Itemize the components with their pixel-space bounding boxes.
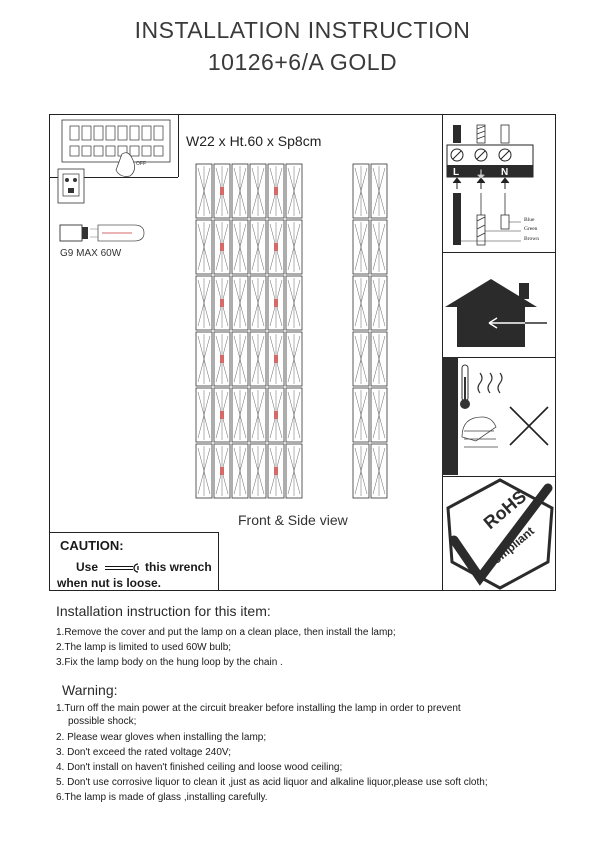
crystal-block: [371, 220, 387, 274]
bulb-marker: [274, 299, 278, 307]
warning-item: 5. Don't use corrosive liquor to clean it ,just as acid liquor and alkaline liquor,please use soft cloth;: [56, 777, 488, 788]
g9-bulb-icon: [58, 221, 148, 245]
bulb-marker: [220, 355, 224, 363]
instruction-item: 2.The lamp is limited to used 60W bulb;: [56, 642, 232, 653]
crystal-block: [250, 332, 266, 386]
bulb-marker: [220, 467, 224, 475]
off-label: OFF: [136, 161, 146, 167]
crystal-block: [371, 164, 387, 218]
crystal-block: [196, 388, 212, 442]
crystal-block: [286, 388, 302, 442]
bulb-marker: [274, 187, 278, 195]
compliant-text: Compliant: [482, 523, 537, 573]
warning-item: 4. Don't install on haven't finished ceiling and loose wood ceiling;: [56, 762, 343, 773]
crystal-block: [250, 388, 266, 442]
warning-item: 1.Turn off the main power at the circuit breaker before installing the lamp in order to prevent: [56, 703, 461, 714]
crystal-block: [250, 220, 266, 274]
crystal-block: [196, 332, 212, 386]
heat-warning-icon: [442, 357, 556, 475]
document-title: INSTALLATION INSTRUCTION: [134, 17, 471, 43]
crystal-block: [353, 388, 369, 442]
warning-heading: Warning:: [62, 682, 118, 698]
view-caption: Front & Side view: [238, 512, 348, 528]
crystal-block: [232, 388, 248, 442]
warning-item: 6.The lamp is made of glass ,installing carefully.: [56, 792, 268, 803]
caution-use-text: Use: [76, 560, 99, 574]
terminal-label-ground: ⏚: [476, 170, 486, 181]
crystal-block: [232, 444, 248, 498]
rohs-text: RoHS: [479, 486, 531, 534]
wrench-icon: [104, 563, 144, 573]
panel-divider: [442, 252, 555, 253]
crystal-block: [353, 164, 369, 218]
wire-label-blue: Blue: [524, 217, 535, 223]
crystal-block: [232, 332, 248, 386]
instructions-heading: Installation instruction for this item:: [56, 603, 271, 619]
caution-loose-text: when nut is loose.: [57, 576, 162, 590]
crystal-block: [250, 444, 266, 498]
crystal-block: [196, 444, 212, 498]
crystal-block: [286, 444, 302, 498]
instruction-item: 3.Fix the lamp body on the hung loop by the chain .: [56, 657, 283, 668]
panel-divider: [442, 476, 555, 477]
bulb-marker: [274, 355, 278, 363]
crystal-block: [371, 388, 387, 442]
indoor-use-icon: [443, 277, 555, 349]
crystal-block: [286, 164, 302, 218]
crystal-block: [353, 220, 369, 274]
panel-divider: [178, 115, 179, 177]
wire-label-green: Green: [524, 226, 538, 232]
model-number: 10126+6/A GOLD: [207, 49, 398, 75]
warning-item: 3. Don't exceed the rated voltage 240V;: [56, 747, 231, 758]
crystal-block: [250, 276, 266, 330]
wire-label-brown: Brown: [524, 236, 539, 242]
crystal-block: [232, 276, 248, 330]
crystal-block: [232, 220, 248, 274]
bulb-marker: [220, 187, 224, 195]
bulb-marker: [220, 299, 224, 307]
crystal-block: [353, 276, 369, 330]
instruction-item: 1.Remove the cover and put the lamp on a clean place, then install the lamp;: [56, 627, 396, 638]
wall-switch-icon: [57, 168, 85, 204]
warning-item: possible shock;: [68, 716, 137, 727]
bulb-marker: [220, 411, 224, 419]
bulb-spec: G9 MAX 60W: [60, 248, 122, 259]
rohs-compliant-icon: [444, 478, 556, 590]
crystal-block: [286, 332, 302, 386]
dimensions-label: W22 x Ht.60 x Sp8cm: [186, 133, 322, 149]
crystal-block: [371, 332, 387, 386]
warning-item: 2. Please wear gloves when installing the lamp;: [56, 732, 267, 743]
crystal-block: [353, 444, 369, 498]
caution-heading: CAUTION:: [60, 538, 124, 553]
crystal-block: [250, 164, 266, 218]
bulb-marker: [220, 243, 224, 251]
lamp-side-view: [352, 163, 388, 500]
crystal-block: [371, 276, 387, 330]
crystal-block: [196, 220, 212, 274]
crystal-block: [286, 276, 302, 330]
crystal-block: [353, 332, 369, 386]
bulb-marker: [274, 243, 278, 251]
crystal-block: [196, 276, 212, 330]
terminal-label-n: N: [501, 167, 509, 178]
terminal-label-l: L: [453, 167, 460, 178]
lamp-front-view: [195, 163, 305, 500]
bulb-marker: [274, 467, 278, 475]
bulb-marker: [274, 411, 278, 419]
wiring-diagram: [441, 115, 556, 251]
crystal-block: [371, 444, 387, 498]
caution-wrench-text: this wrench: [145, 560, 212, 574]
crystal-block: [196, 164, 212, 218]
crystal-block: [232, 164, 248, 218]
crystal-block: [286, 220, 302, 274]
